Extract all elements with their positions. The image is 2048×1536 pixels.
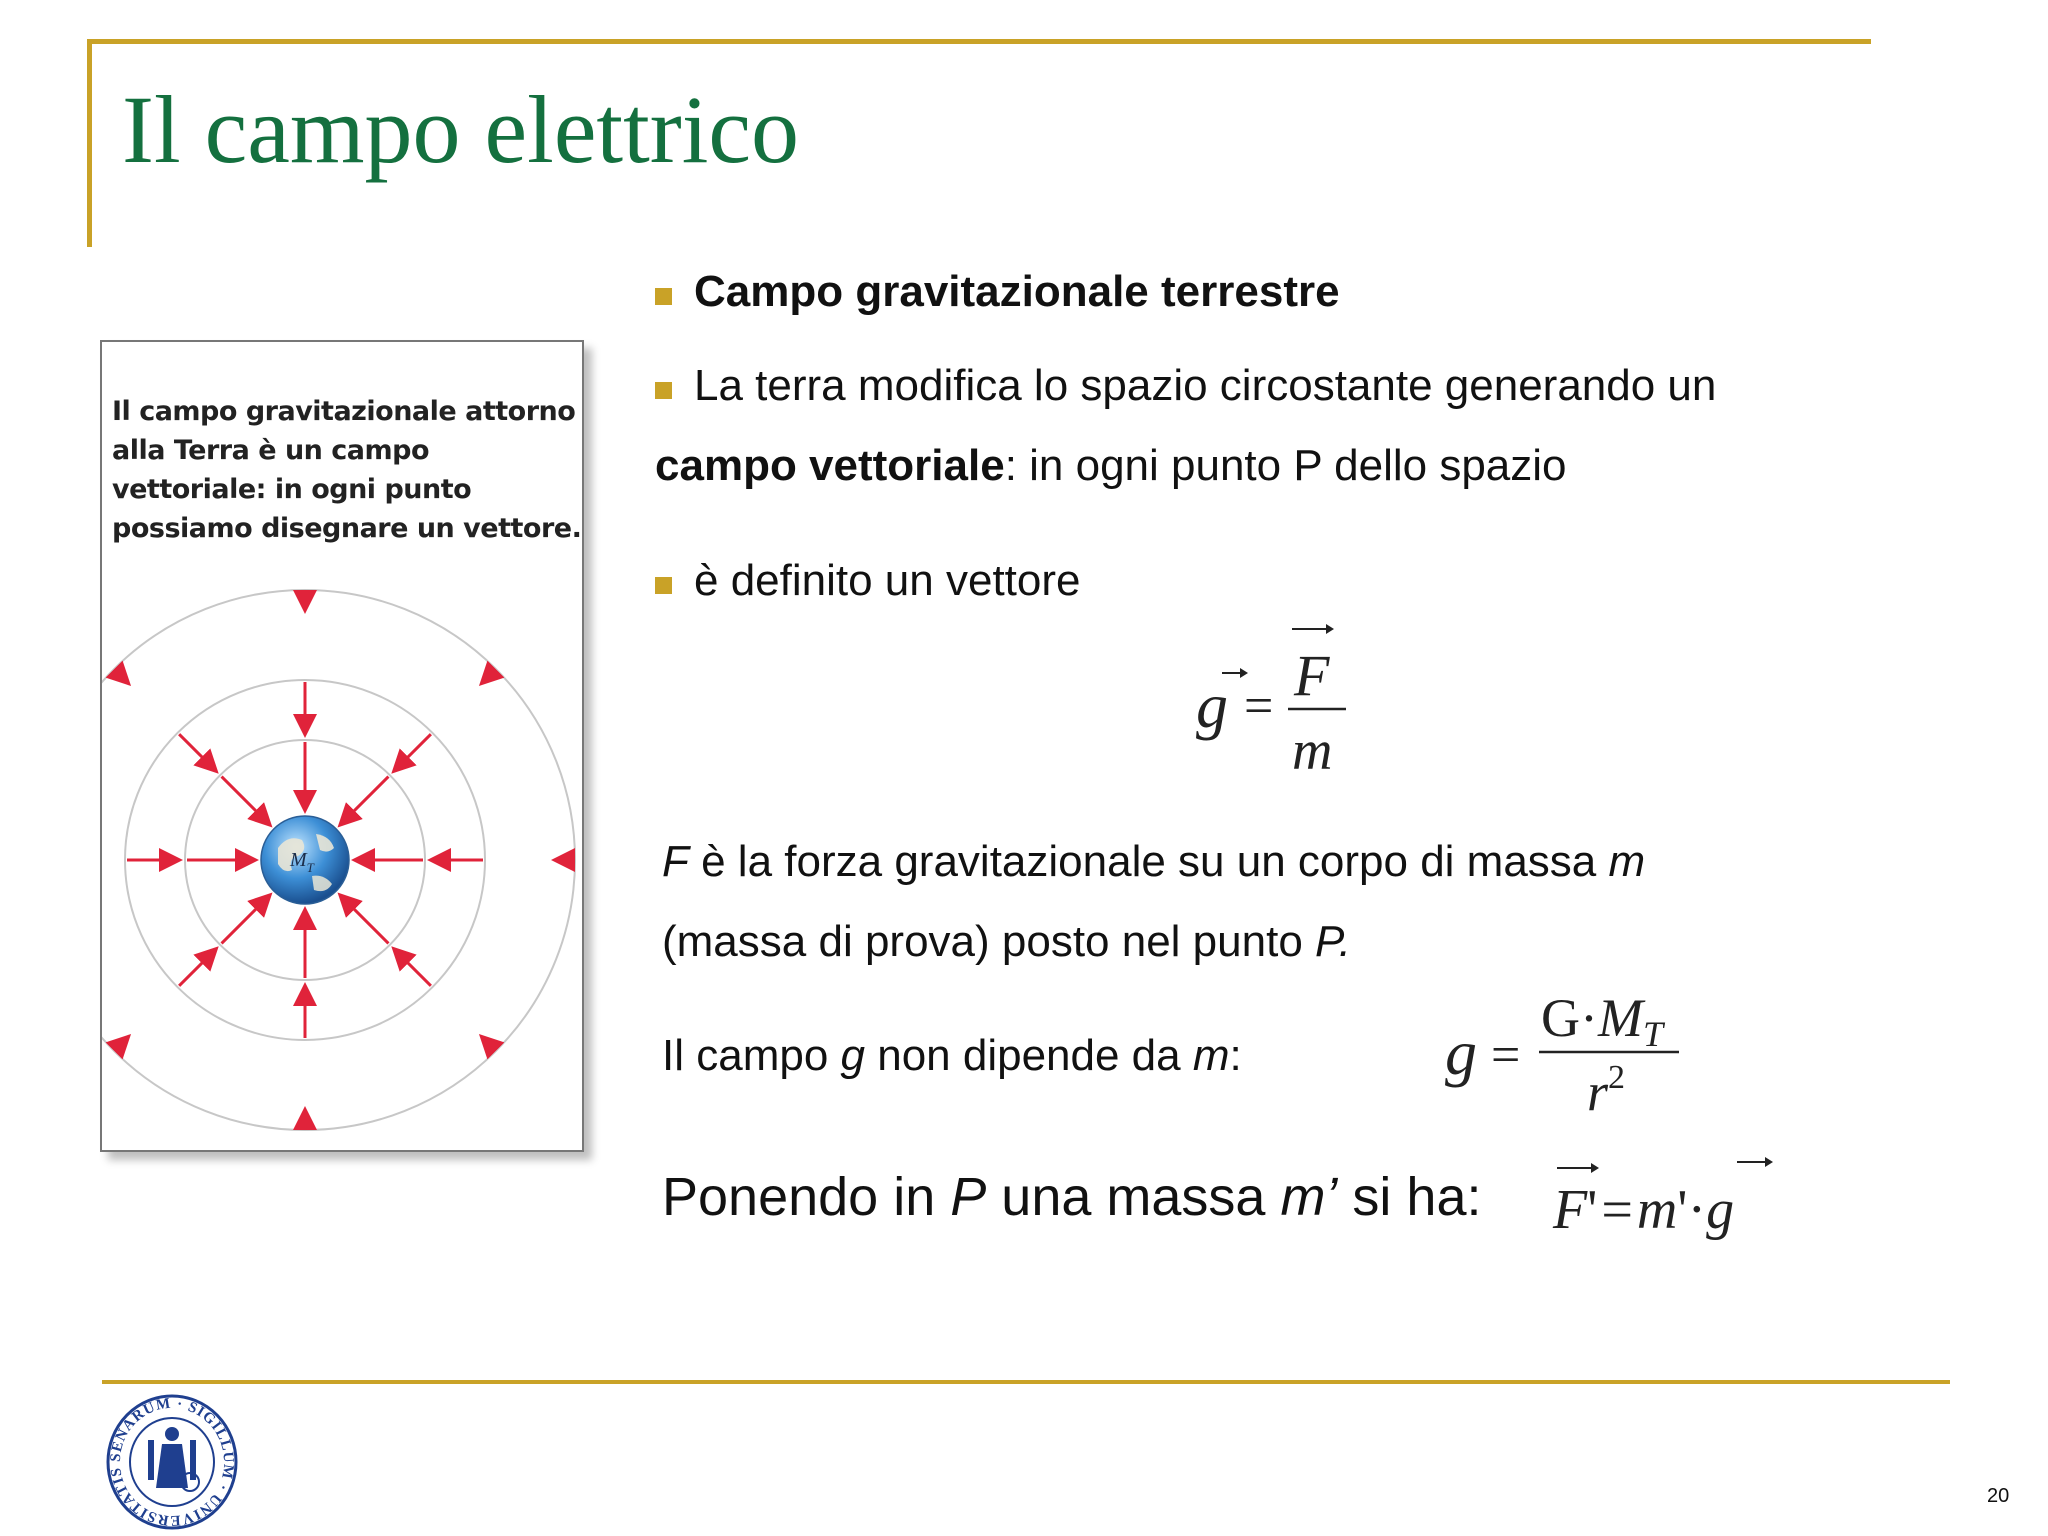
formula2-num-dot: · [1580,988,1598,1048]
page-number: 20 [1987,1485,2010,1507]
field-arrow-ring1-sw [222,897,269,944]
para1-var-f: F [662,837,689,886]
formula3-eq: = [1601,1179,1633,1241]
top-rule [87,39,1871,44]
bullet-1-text: Campo gravitazionale terrestre [694,267,1340,316]
formula2-num-m: M [1597,988,1643,1048]
formula3-g: g [1706,1179,1735,1241]
para1-text: è la forza gravitazionale su un corpo di massa [688,837,1609,886]
formula2-num-sub: T [1642,1014,1663,1054]
bullet-terra-modifica [655,361,1717,410]
formula3-prime2: ' [1677,1179,1688,1241]
formula1-lhs: g [1196,670,1228,741]
svg-text:r2 [1587,1059,1625,1122]
field-diagram [102,342,582,1150]
field-arrow-ring3-sw [115,1038,126,1049]
field-arrow-ring1-nw [222,777,269,824]
formula2-eq: = [1491,1027,1521,1084]
para2-var-p: P. [1315,917,1351,966]
formula3-dot: · [1687,1179,1707,1241]
slide-title: Il campo elettrico [122,76,800,183]
line4-text: Ponendo in [662,1167,951,1227]
formula3-m: m [1636,1179,1678,1241]
formula1-num: F [1294,643,1330,708]
para-forza-line1 [662,837,1646,886]
bottom-rule [102,1380,1950,1384]
field-arrow-ring3-se [483,1038,494,1049]
formula2-lhs: g [1445,1017,1477,1088]
figure-caption: Il campo gravitazionale attorno alla Terra è un campo vettoriale: in ogni punto possiamo disegnare un vettore. [112,396,582,544]
line-campo-non-dipende [662,1031,1242,1080]
bullet-campo-gravitazionale [655,267,1340,316]
line4-end: si ha: [1337,1167,1482,1227]
formula3-prime: ' [1587,1179,1598,1241]
line4-var-p: P [950,1167,987,1227]
svg-text:G·MT [1541,988,1666,1054]
line4-mid: una massa [986,1167,1281,1227]
bullet-square-icon [655,288,672,305]
bullet-3-text: è definito un vettore [694,556,1081,605]
field-arrow-ring2-ne [396,734,431,769]
field-arrow-ring3-ne [483,670,494,681]
earth-label: M [290,849,307,871]
field-arrow-ring2-se [396,951,431,986]
line3-var-m: m [1192,1031,1230,1080]
para-forza-line2 [662,917,1351,966]
formula2-den-exp: 2 [1608,1059,1626,1096]
seal-text: SENARUM · SIGILLUM · UNIVERSITATIS [107,1395,237,1529]
line4-var-m: m’ [1280,1167,1338,1227]
line3-mid: non dipende da [865,1031,1193,1080]
field-arrow-ring3-nw [115,670,126,681]
formula3-f: F [1553,1179,1588,1241]
line-ponendo [662,1167,1482,1227]
bullet-2-bold: campo vettoriale [655,441,1005,490]
left-rule [87,39,92,247]
formula-f-prime-equals-m-prime-g [1545,1152,1785,1252]
formula-g-equals-f-over-m [1180,615,1370,785]
formula1-eq: = [1244,678,1274,735]
bullet-2-line2 [655,441,1567,490]
formula-g-equals-gm-over-r2 [1435,980,1695,1130]
formula2-num-g: G [1541,988,1580,1048]
line3-var-g: g [840,1031,865,1080]
field-arrow-ring1-se [342,897,389,944]
field-arrow-ring2-sw [179,951,214,986]
line3-end: : [1229,1031,1242,1080]
bullet-2-rest: : in ogni punto P dello spazio [1004,441,1567,490]
field-arrow-ring1-ne [342,777,389,824]
bullet-definito-vettore [655,556,1081,605]
formula2-den-r: r [1587,1062,1609,1122]
earth-icon [261,816,349,904]
bullet-square-icon [655,382,672,399]
para2-text: (massa di prova) posto nel punto [662,917,1316,966]
para1-var-m: m [1608,837,1646,886]
field-arrow-ring2-nw [179,734,214,769]
gravitational-field-figure [100,340,584,1152]
earth-label-sub: T [306,860,314,875]
university-seal-logo [104,1392,240,1532]
svg-text:F'=m'·g [1552,1179,1734,1241]
bullet-square-icon [655,577,672,594]
formula1-den: m [1292,720,1333,782]
bullet-2-line1: La terra modifica lo spazio circostante generando un [694,361,1717,410]
line3-text: Il campo [662,1031,841,1080]
